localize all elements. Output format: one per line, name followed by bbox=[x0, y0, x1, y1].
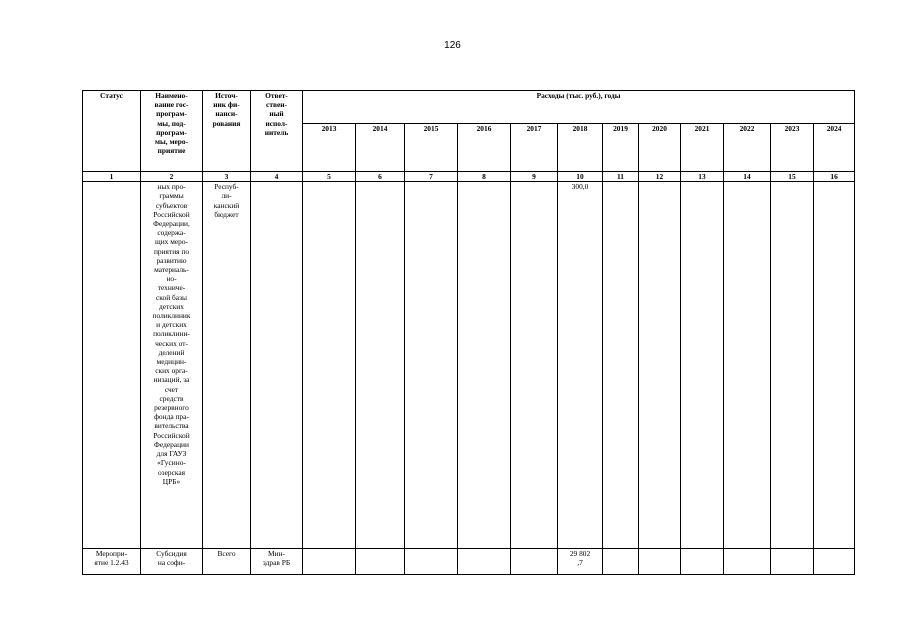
row-value bbox=[356, 549, 405, 575]
column-number: 12 bbox=[639, 172, 681, 182]
header-year: 2021 bbox=[681, 124, 724, 172]
column-number: 13 bbox=[681, 172, 724, 182]
row-value bbox=[639, 549, 681, 575]
row-value bbox=[639, 182, 681, 549]
column-number: 1 bbox=[83, 172, 141, 182]
row-value bbox=[405, 549, 458, 575]
table-row bbox=[83, 549, 855, 575]
row-executor: Мин- здрав РБ bbox=[251, 549, 303, 575]
row-value bbox=[724, 182, 771, 549]
column-number: 3 bbox=[203, 172, 251, 182]
row-value bbox=[303, 182, 356, 549]
row-value bbox=[511, 549, 558, 575]
row-value bbox=[724, 549, 771, 575]
row-value bbox=[356, 182, 405, 549]
row-value bbox=[814, 182, 855, 549]
header-year: 2018 bbox=[558, 124, 603, 172]
row-name: Субсидия на софи- bbox=[141, 549, 203, 575]
row-value bbox=[603, 549, 639, 575]
row-value bbox=[681, 182, 724, 549]
header-year: 2013 bbox=[303, 124, 356, 172]
header-expenses: Расходы (тыс. руб.), годы bbox=[303, 91, 855, 124]
header-year: 2015 bbox=[405, 124, 458, 172]
header-source: Источ- ник фи- нанси- рования bbox=[203, 91, 251, 172]
row-status: Меропри- ятие 1.2.43 bbox=[83, 549, 141, 575]
header-name: Наимено- вание гос- програм- мы, под- програм- мы, меро- приятие bbox=[141, 91, 203, 172]
header-year: 2016 bbox=[458, 124, 511, 172]
column-number: 4 bbox=[251, 172, 303, 182]
row-value bbox=[511, 182, 558, 549]
column-number: 6 bbox=[356, 172, 405, 182]
row-value bbox=[458, 182, 511, 549]
row-value bbox=[681, 549, 724, 575]
row-value bbox=[603, 182, 639, 549]
column-numbers-row bbox=[83, 172, 855, 182]
row-value: 300,0 bbox=[558, 182, 603, 549]
column-number: 8 bbox=[458, 172, 511, 182]
row-name: ных про- граммы субъектов Российской Федерации, содержа- щих меро- приятия по развитию материаль- но- техниче- ской базы детских поликлиник и детских поликлини- ческих от- делений медицин- ских орга- низаций, за счет средств резервного фонда пра- вительства Российской Федерации для ГАУЗ «Гусино- озерская ЦРБ» bbox=[141, 182, 203, 549]
column-number: 14 bbox=[724, 172, 771, 182]
header-year: 2020 bbox=[639, 124, 681, 172]
header-row-top bbox=[83, 91, 855, 124]
row-value bbox=[458, 549, 511, 575]
row-source: Респуб- ли- канский бюджет bbox=[203, 182, 251, 549]
row-value bbox=[303, 549, 356, 575]
header-year: 2024 bbox=[814, 124, 855, 172]
column-number: 10 bbox=[558, 172, 603, 182]
row-value bbox=[405, 182, 458, 549]
table-row bbox=[83, 182, 855, 549]
column-number: 11 bbox=[603, 172, 639, 182]
row-value bbox=[814, 549, 855, 575]
column-number: 7 bbox=[405, 172, 458, 182]
header-status: Статус bbox=[83, 91, 141, 172]
budget-table bbox=[82, 90, 855, 575]
header-year: 2019 bbox=[603, 124, 639, 172]
header-year: 2017 bbox=[511, 124, 558, 172]
row-executor bbox=[251, 182, 303, 549]
header-executor: Ответ- ствен- ный испол- нитель bbox=[251, 91, 303, 172]
header-year: 2023 bbox=[771, 124, 814, 172]
header-year: 2022 bbox=[724, 124, 771, 172]
row-value bbox=[771, 549, 814, 575]
row-source: Всего bbox=[203, 549, 251, 575]
column-number: 5 bbox=[303, 172, 356, 182]
row-value bbox=[771, 182, 814, 549]
row-status bbox=[83, 182, 141, 549]
column-number: 9 bbox=[511, 172, 558, 182]
column-number: 2 bbox=[141, 172, 203, 182]
row-value: 29 802 ,7 bbox=[558, 549, 603, 575]
column-number: 16 bbox=[814, 172, 855, 182]
column-number: 15 bbox=[771, 172, 814, 182]
header-year: 2014 bbox=[356, 124, 405, 172]
page-number: 126 bbox=[444, 40, 461, 51]
